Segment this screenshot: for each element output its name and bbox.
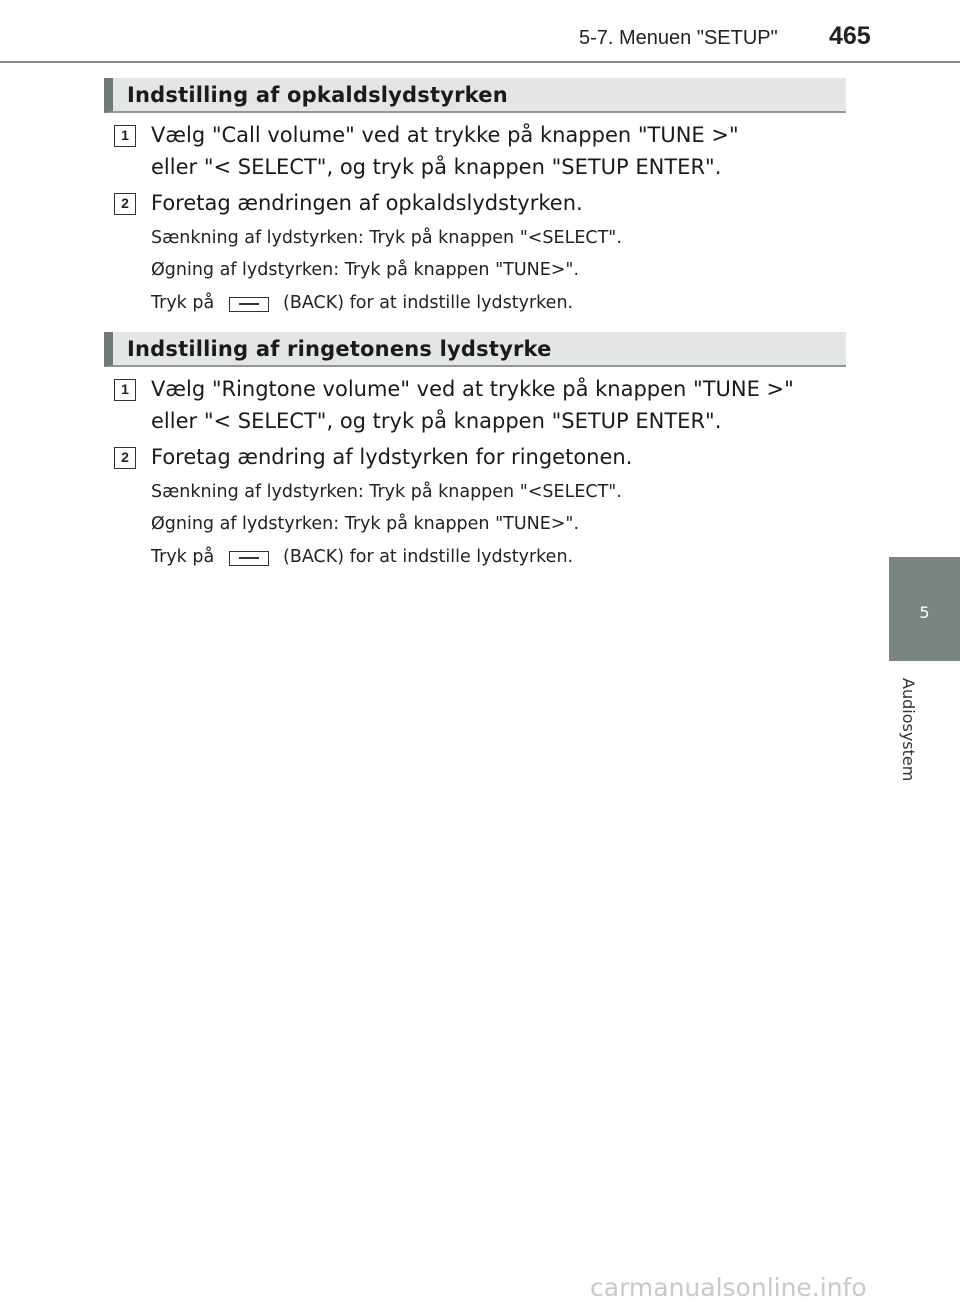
step-number-1: 1 <box>114 379 136 401</box>
step-1-text <box>151 119 739 183</box>
section-heading-call-volume <box>104 78 846 113</box>
note-back-suffix: (BACK) for at indstille lydstyrken. <box>283 547 574 567</box>
step-2-text: Foretag ændringen af opkaldslydstyrken. <box>151 191 583 215</box>
section-heading-text: Indstilling af opkaldslydstyrken <box>127 83 508 107</box>
step-1-text <box>151 373 794 437</box>
watermark: carmanualsonline.info <box>590 1273 867 1302</box>
step-1-line-1: Vælg "Ringtone volume" ved at trykke på knappen "TUNE >" <box>151 377 794 401</box>
note-decrease-volume: Sænkning af lydstyrken: Tryk på knappen "<SELECT". <box>151 482 622 502</box>
back-button-icon <box>229 551 269 566</box>
chapter-number: 5 <box>919 603 930 622</box>
note-increase-volume: Øgning af lydstyrken: Tryk på knappen "TUNE>". <box>151 514 580 534</box>
note-increase-volume: Øgning af lydstyrken: Tryk på knappen "TUNE>". <box>151 260 580 280</box>
step-2-text: Foretag ændring af lydstyrken for ringetonen. <box>151 445 633 469</box>
chapter-label: Audiosystem <box>899 678 918 782</box>
step-number-1: 1 <box>114 125 136 147</box>
page-number: 465 <box>829 22 871 50</box>
section-heading-text: Indstilling af ringetonens lydstyrke <box>127 337 552 361</box>
header-divider <box>0 61 960 63</box>
note-back-prefix: Tryk på <box>151 293 215 313</box>
section-heading-ringtone-volume <box>104 332 846 367</box>
step-number-2: 2 <box>114 193 136 215</box>
note-back-prefix: Tryk på <box>151 547 215 567</box>
note-decrease-volume: Sænkning af lydstyrken: Tryk på knappen "<SELECT". <box>151 228 622 248</box>
back-button-icon <box>229 297 269 312</box>
step-1-line-2: eller "< SELECT", og tryk på knappen "SETUP ENTER". <box>151 155 722 179</box>
section-title: 5-7. Menuen "SETUP" <box>579 27 778 49</box>
step-1-line-1: Vælg "Call volume" ved at trykke på knappen "TUNE >" <box>151 123 739 147</box>
note-back-suffix: (BACK) for at indstille lydstyrken. <box>283 293 574 313</box>
chapter-tab <box>889 557 960 661</box>
step-1-line-2: eller "< SELECT", og tryk på knappen "SETUP ENTER". <box>151 409 722 433</box>
step-number-2: 2 <box>114 447 136 469</box>
